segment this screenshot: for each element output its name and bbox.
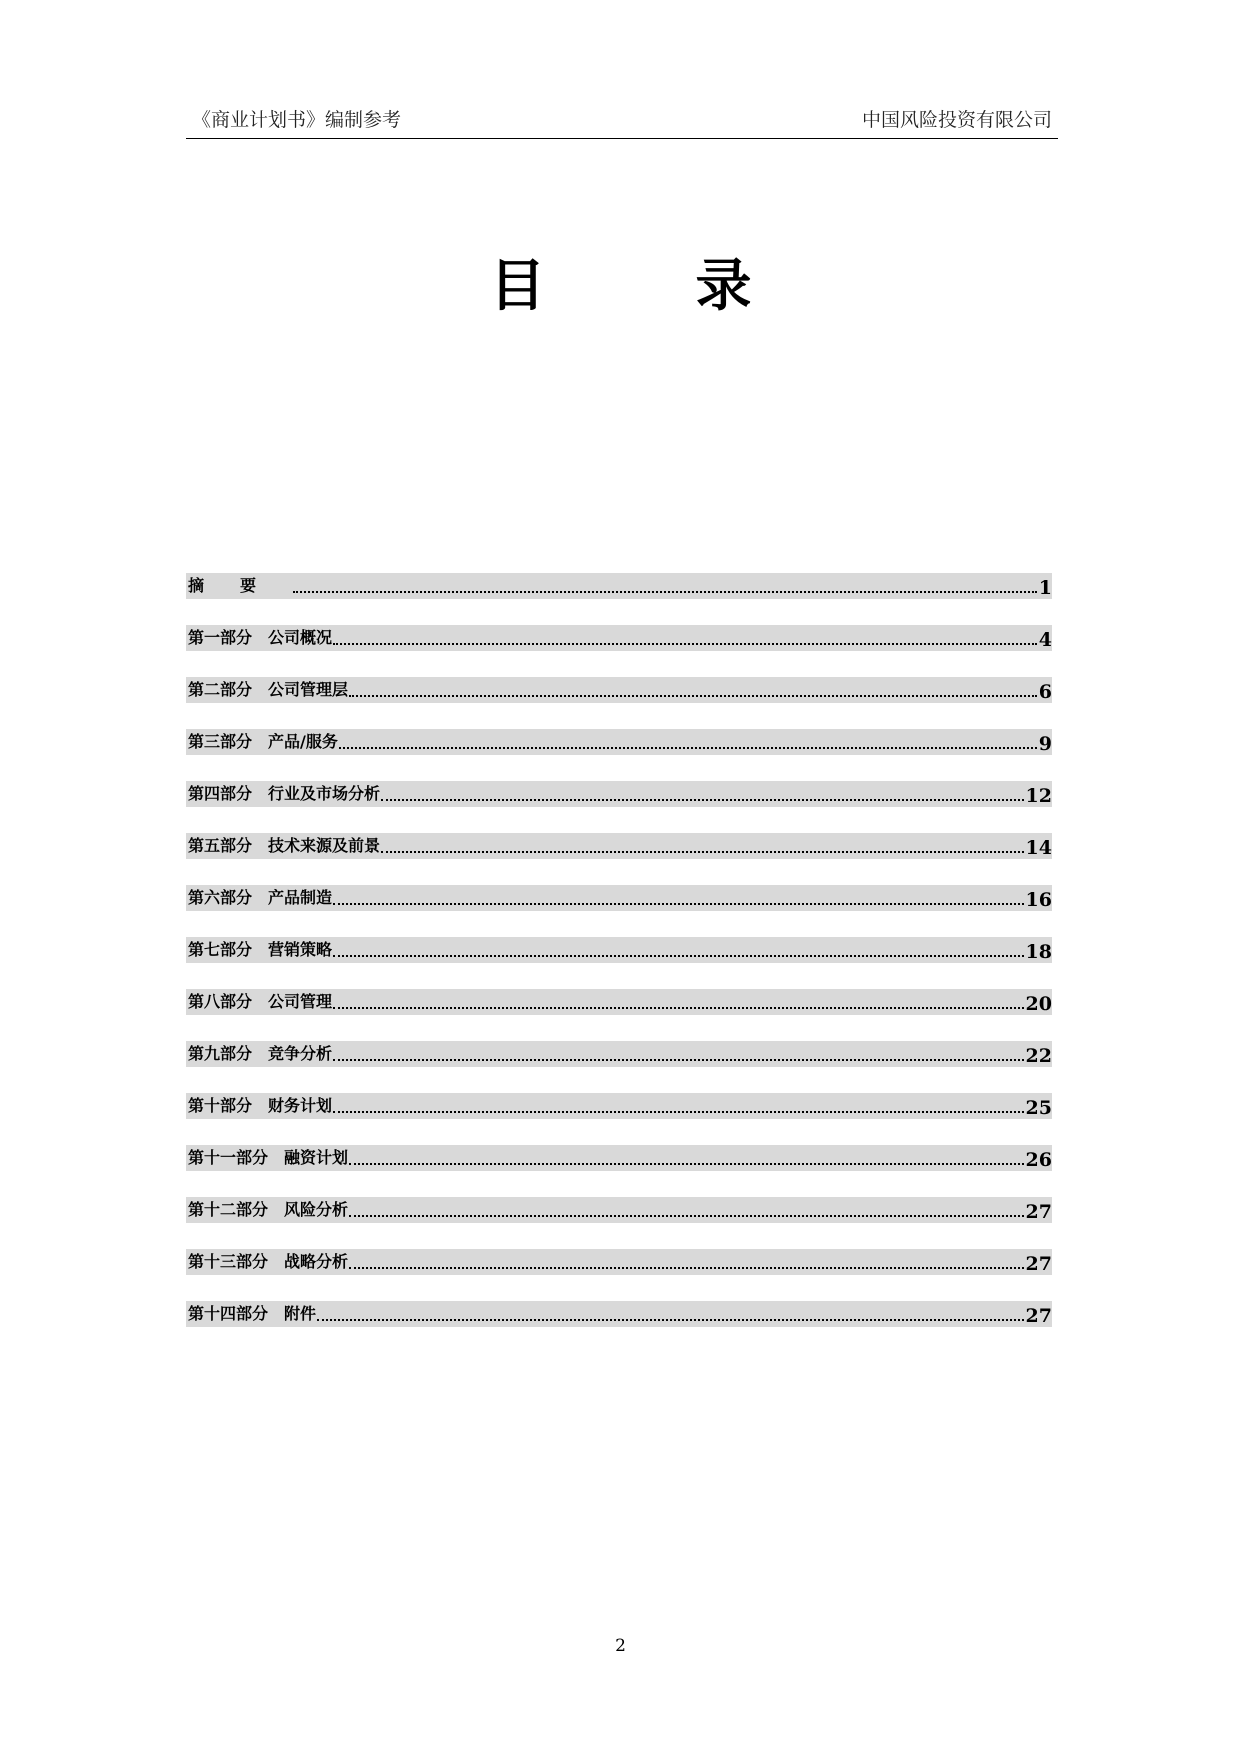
toc-entry-page: 20 (1025, 993, 1052, 1015)
toc-entry-page: 25 (1025, 1097, 1052, 1119)
toc-entry-page: 18 (1025, 941, 1052, 963)
toc-entry-part-12[interactable] (186, 1197, 1052, 1223)
toc-entry-label: 第十四部分 附件 (188, 1304, 317, 1323)
toc-entry-page: 27 (1025, 1201, 1052, 1223)
toc-entry-label: 摘要 (188, 576, 293, 595)
toc-entry-part-11[interactable] (186, 1145, 1052, 1171)
toc-entry-page: 27 (1025, 1305, 1052, 1327)
toc-entry-part-1[interactable] (186, 625, 1052, 651)
toc-entry-page: 1 (1038, 577, 1052, 599)
toc-entry-part-3[interactable] (186, 729, 1052, 755)
toc-entry-page: 9 (1038, 733, 1052, 755)
toc-dot-leader (381, 851, 1024, 853)
toc-entry-label: 第七部分 营销策略 (188, 940, 333, 959)
toc-entry-part-6[interactable] (186, 885, 1052, 911)
toc-entry-label: 第十二部分 风险分析 (188, 1200, 349, 1219)
toc-dot-leader (349, 1215, 1024, 1217)
toc-entry-page: 16 (1025, 889, 1052, 911)
toc-dot-leader (349, 1163, 1024, 1165)
toc-entry-page: 26 (1025, 1149, 1052, 1171)
toc-dot-leader (293, 591, 1037, 593)
toc-entry-label: 第二部分 公司管理层 (188, 680, 349, 699)
page-number: 2 (615, 1636, 626, 1656)
toc-entry-part-14[interactable] (186, 1301, 1052, 1327)
toc-entry-label: 第一部分 公司概况 (188, 628, 333, 647)
toc-entry-label: 第十三部分 战略分析 (188, 1252, 349, 1271)
toc-entry-part-9[interactable] (186, 1041, 1052, 1067)
toc-dot-leader (333, 903, 1024, 905)
toc-entry-part-7[interactable] (186, 937, 1052, 963)
toc-entry-label: 第六部分 产品制造 (188, 888, 333, 907)
toc-dot-leader (333, 955, 1024, 957)
toc-entry-label: 第五部分 技术来源及前景 (188, 836, 381, 855)
toc-heading-char-1: 目 (489, 254, 546, 319)
header-company-name: 中国风险投资有限公司 (861, 109, 1052, 131)
toc-entry-page: 6 (1038, 681, 1052, 703)
page-header (186, 108, 1058, 139)
toc-heading-char-2: 录 (695, 254, 752, 319)
toc-entry-page: 12 (1025, 785, 1052, 807)
toc-entry-part-8[interactable] (186, 989, 1052, 1015)
toc-entry-page: 22 (1025, 1045, 1052, 1067)
toc-dot-leader (333, 1111, 1024, 1113)
toc-dot-leader (333, 1007, 1024, 1009)
toc-dot-leader (333, 643, 1037, 645)
toc-entry-part-10[interactable] (186, 1093, 1052, 1119)
toc-list (186, 573, 1052, 1353)
toc-dot-leader (349, 695, 1037, 697)
toc-entry-part-13[interactable] (186, 1249, 1052, 1275)
toc-entry-label: 第十部分 财务计划 (188, 1096, 333, 1115)
toc-dot-leader (381, 799, 1024, 801)
toc-entry-label: 第三部分 产品/服务 (188, 732, 338, 751)
toc-dot-leader (317, 1319, 1024, 1321)
toc-entry-page: 14 (1025, 837, 1052, 859)
toc-dot-leader (349, 1267, 1024, 1269)
toc-entry-page: 4 (1038, 629, 1052, 651)
toc-entry-summary[interactable] (186, 573, 1052, 599)
toc-entry-page: 27 (1025, 1253, 1052, 1275)
toc-entry-label: 第十一部分 融资计划 (188, 1148, 349, 1167)
toc-entry-part-5[interactable] (186, 833, 1052, 859)
toc-heading (0, 252, 1241, 322)
toc-entry-label: 第四部分 行业及市场分析 (188, 784, 381, 803)
toc-dot-leader (339, 747, 1037, 749)
toc-entry-label: 第九部分 竞争分析 (188, 1044, 333, 1063)
toc-entry-label: 第八部分 公司管理 (188, 992, 333, 1011)
header-document-title: 《商业计划书》编制参考 (192, 109, 402, 131)
toc-entry-part-2[interactable] (186, 677, 1052, 703)
toc-entry-part-4[interactable] (186, 781, 1052, 807)
toc-dot-leader (333, 1059, 1024, 1061)
